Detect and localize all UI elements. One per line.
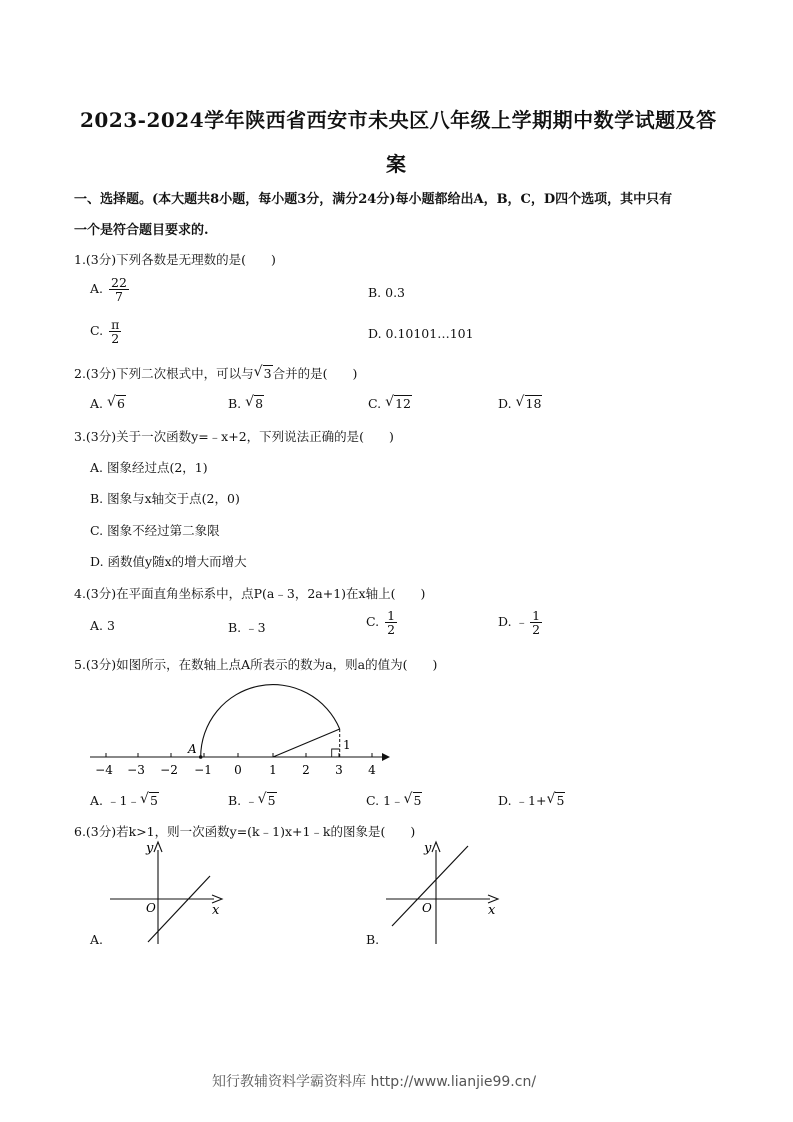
q3-option-a: A. 图象经过点(2，1) bbox=[90, 460, 208, 475]
q2-stem-radicand: 3 bbox=[263, 366, 272, 381]
q5-tick-label: 4 bbox=[368, 763, 376, 777]
q5-tick-label: −3 bbox=[127, 763, 145, 777]
q2-option-c bbox=[368, 396, 412, 411]
q5-tick-label: −4 bbox=[95, 763, 113, 777]
q5-d-prefix: D. ﹣1+ bbox=[498, 793, 547, 808]
q1-a-denominator: 7 bbox=[114, 289, 123, 305]
q5-tick-label: −1 bbox=[194, 763, 212, 777]
q2-d-radicand: 18 bbox=[525, 396, 542, 411]
q5-option-a bbox=[90, 791, 159, 809]
q5-b-radicand: 5 bbox=[267, 793, 276, 808]
q2-option-a bbox=[90, 396, 126, 411]
q5-tick-label: 0 bbox=[234, 763, 242, 777]
q2-b-label: B. bbox=[228, 396, 242, 411]
q2-stem bbox=[74, 364, 357, 382]
q5-a-radical: √ 5 bbox=[139, 791, 158, 808]
section-heading-line2: 一个是符合题目要求的. bbox=[74, 223, 209, 238]
q1-option-b: B. 0.3 bbox=[368, 285, 406, 300]
q1-option-a bbox=[90, 276, 131, 303]
q5-c-radicand: 5 bbox=[413, 793, 422, 808]
q5-b-radical: √ 5 bbox=[257, 791, 276, 808]
q4-d-fraction bbox=[530, 609, 542, 636]
q2-d-radical: √ 18 bbox=[515, 394, 542, 411]
q4-d-sign: ﹣ bbox=[515, 614, 529, 630]
q1-option-d: D. 0.10101…101 bbox=[368, 326, 474, 341]
q4-c-label: C. bbox=[366, 614, 380, 630]
q1-stem: 1.(3分)下列各数是无理数的是( ) bbox=[74, 252, 276, 267]
q5-d-radicand: 5 bbox=[556, 793, 565, 808]
page-title-line1: 2023-2024学年陕西省西安市未央区八年级上学期期中数学试题及答 bbox=[80, 108, 717, 132]
q3-option-d: D. 函数值y随x的增大而增大 bbox=[90, 554, 247, 569]
q3-stem: 3.(3分)关于一次函数y=﹣x+2，下列说法正确的是( ) bbox=[74, 429, 394, 444]
q2-d-label: D. bbox=[498, 396, 512, 411]
q4-option-d bbox=[498, 609, 544, 636]
page-title-line2: 案 bbox=[386, 152, 407, 176]
q2-b-radicand: 8 bbox=[255, 396, 264, 411]
q4-option-b: B. ﹣3 bbox=[228, 620, 266, 635]
q4-c-fraction bbox=[385, 609, 397, 636]
q3-option-b: B. 图象与x轴交于点(2，0) bbox=[90, 491, 240, 506]
q5-tick-label: −2 bbox=[160, 763, 178, 777]
q5-tick-label: 1 bbox=[269, 763, 277, 777]
q4-option-a: A. 3 bbox=[90, 618, 115, 633]
q5-b-prefix: B. ﹣ bbox=[228, 793, 258, 808]
q5-tick-labels bbox=[95, 763, 376, 777]
q5-c-prefix: C. 1﹣ bbox=[366, 793, 404, 808]
q4-option-c bbox=[366, 609, 399, 636]
q6-b-x-label: x bbox=[488, 903, 496, 918]
q5-arc bbox=[201, 685, 340, 757]
q5-option-d bbox=[498, 791, 565, 809]
q5-c-radical: √ 5 bbox=[403, 791, 422, 808]
q2-c-label: C. bbox=[368, 396, 382, 411]
q6-b-origin-label: O bbox=[422, 901, 432, 915]
q2-stem-post: 合并的是( ) bbox=[272, 366, 358, 381]
q2-option-d bbox=[498, 396, 542, 411]
q1-a-numerator: 22 bbox=[111, 275, 127, 290]
q5-stem: 5.(3分)如图所示，在数轴上点A所表示的数为a，则a的值为( ) bbox=[74, 657, 438, 672]
q2-a-label: A. bbox=[90, 396, 104, 411]
q6-a-function-line bbox=[148, 876, 210, 942]
q6-stem: 6.(3分)若k>1，则一次函数y=(k﹣1)x+1﹣k的图象是( ) bbox=[74, 824, 416, 839]
footer-watermark: 知行教辅资料学霸资料库 http://www.lianjie99.cn/ bbox=[212, 1074, 537, 1090]
q6-graph-a bbox=[104, 838, 228, 948]
q5-tick-label: 2 bbox=[302, 763, 310, 777]
q4-c-numerator: 1 bbox=[387, 608, 396, 623]
q5-a-prefix: A. ﹣1﹣ bbox=[90, 793, 140, 808]
q6-b-y-label: y bbox=[424, 841, 432, 856]
q3-option-c: C. 图象不经过第二象限 bbox=[90, 523, 220, 538]
q5-point-a bbox=[199, 755, 203, 759]
q1-a-label: A. bbox=[90, 281, 104, 297]
q2-c-radical: √ 12 bbox=[385, 394, 411, 411]
q5-option-b bbox=[228, 791, 277, 809]
q1-option-c bbox=[90, 318, 123, 345]
q2-a-radicand: 6 bbox=[117, 396, 125, 411]
q6-option-b-label: B. bbox=[366, 932, 380, 947]
q5-point-a-label: A bbox=[188, 742, 197, 756]
section-heading-line1: 一、选择题。(本大题共8小题，每小题3分，满分24分)每小题都给出A，B，C，D四个选项，其中只有 bbox=[74, 192, 673, 207]
q2-c-radicand: 12 bbox=[395, 396, 411, 411]
q5-a-radicand: 5 bbox=[149, 793, 158, 808]
q4-stem: 4.(3分)在平面直角坐标系中，点P(a﹣3，2a+1)在x轴上( ) bbox=[74, 586, 426, 601]
q1-c-label: C. bbox=[90, 323, 104, 339]
q2-a-radical: √ 6 bbox=[107, 394, 125, 411]
q6-option-a-label: A. bbox=[90, 932, 104, 947]
q2-option-b bbox=[228, 396, 264, 411]
q6-a-y-label: y bbox=[146, 841, 154, 856]
q1-a-fraction bbox=[109, 276, 129, 303]
q4-d-numerator: 1 bbox=[532, 608, 541, 623]
q4-d-label: D. bbox=[498, 614, 512, 630]
q5-axis-arrow bbox=[382, 753, 390, 761]
q1-c-denominator: 2 bbox=[111, 331, 120, 347]
q1-c-numerator: π bbox=[111, 317, 120, 332]
q4-c-denominator: 2 bbox=[387, 622, 396, 638]
q1-c-fraction bbox=[109, 318, 121, 345]
q2-stem-pre: 2.(3分)下列二次根式中，可以与 bbox=[74, 366, 254, 381]
q6-a-x-label: x bbox=[212, 903, 220, 918]
q6-a-origin-label: O bbox=[146, 901, 156, 915]
q4-d-denominator: 2 bbox=[532, 622, 541, 638]
q2-stem-radical: √ 3 bbox=[253, 364, 272, 381]
q5-option-c bbox=[366, 791, 422, 809]
q5-height-label: 1 bbox=[343, 738, 351, 752]
q5-tick-label: 3 bbox=[335, 763, 343, 777]
q5-d-radical: √ 5 bbox=[546, 791, 565, 808]
q5-hypotenuse bbox=[273, 729, 340, 757]
q6-graph-b bbox=[380, 838, 504, 948]
q2-b-radical: √ 8 bbox=[245, 394, 264, 411]
q5-number-line-figure bbox=[84, 676, 404, 784]
